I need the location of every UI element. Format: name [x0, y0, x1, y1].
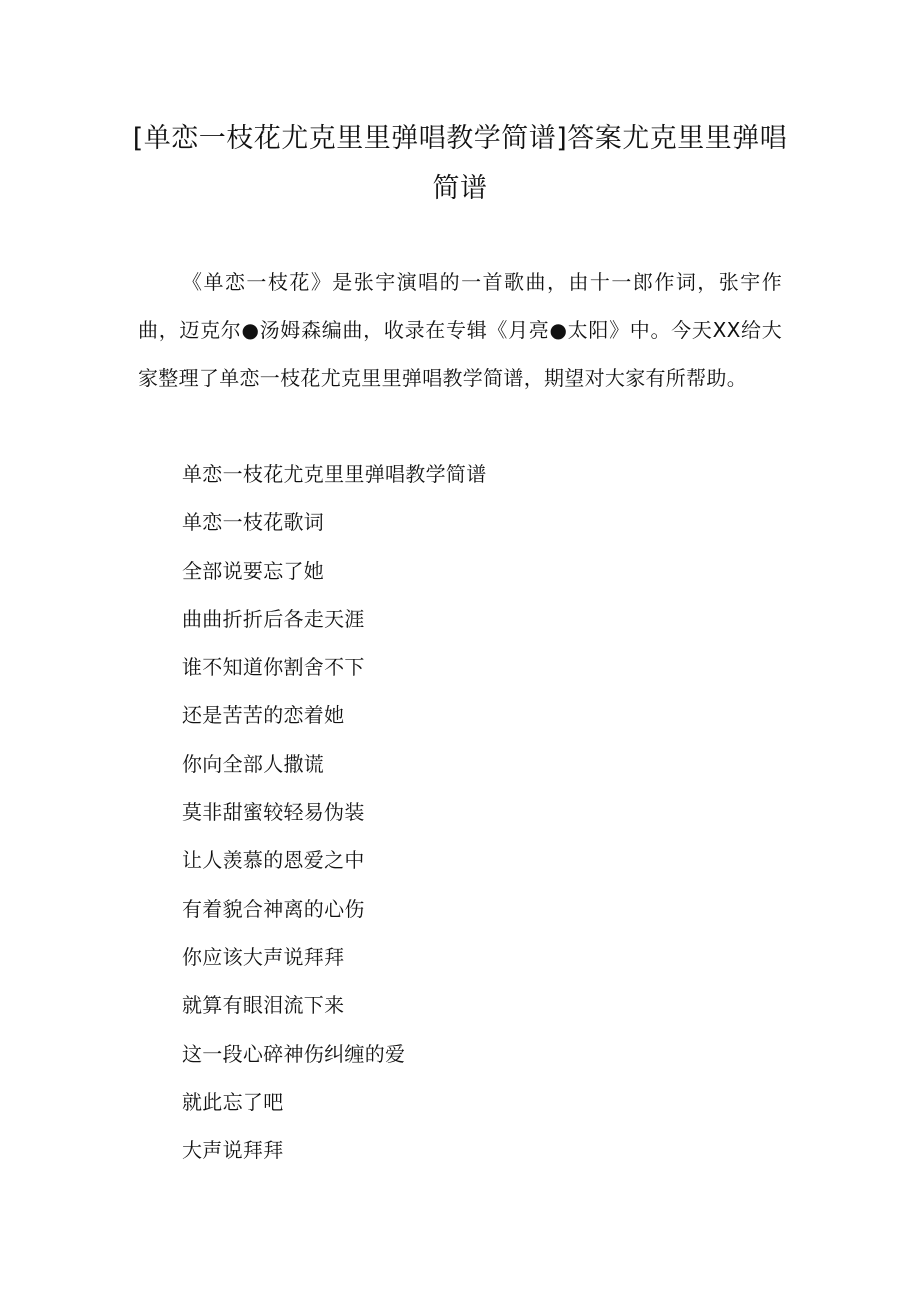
- lyrics-list: [182, 450, 487, 1174]
- lyric-line: 曲曲折折后各走天涯: [182, 606, 365, 631]
- lyric-line: 有着貌合神离的心伤: [182, 896, 365, 921]
- lyric-line: 全部说要忘了她: [182, 558, 325, 583]
- section-heading: 单恋一枝花尤克里里弹唱教学简谱: [182, 462, 487, 486]
- intro-paragraph: 《单恋一枝花》是张宇演唱的一首歌曲，由十一郎作词，张宇作曲，迈克尔●汤姆森编曲，收录在专辑《月亮●太阳》中。今天XX给大家整理了单恋一枝花尤克里里弹唱教学简谱，期望对大家有所帮助。: [138, 270, 782, 390]
- lyric-line: 莫非甜蜜较轻易伪装: [182, 800, 365, 825]
- lyric-line: 就此忘了吧: [182, 1089, 284, 1114]
- document-title: [单恋一枝花尤克里里弹唱教学简谱]答案尤克里里弹唱简谱: [132, 123, 788, 204]
- lyrics-heading: 单恋一枝花歌词: [182, 510, 325, 535]
- lyric-line: 大声说拜拜: [182, 1138, 284, 1163]
- lyric-line: 让人羡慕的恩爱之中: [182, 848, 365, 873]
- lyric-line: 你应该大声说拜拜: [182, 944, 345, 969]
- lyric-line: 谁不知道你割舍不下: [182, 655, 365, 680]
- lyric-line: 就算有眼泪流下来: [182, 993, 345, 1018]
- lyric-line: 你向全部人撒谎: [182, 751, 325, 776]
- lyric-line: 这一段心碎神伤纠缠的爱: [182, 1041, 406, 1066]
- lyric-line: 还是苦苦的恋着她: [182, 703, 345, 728]
